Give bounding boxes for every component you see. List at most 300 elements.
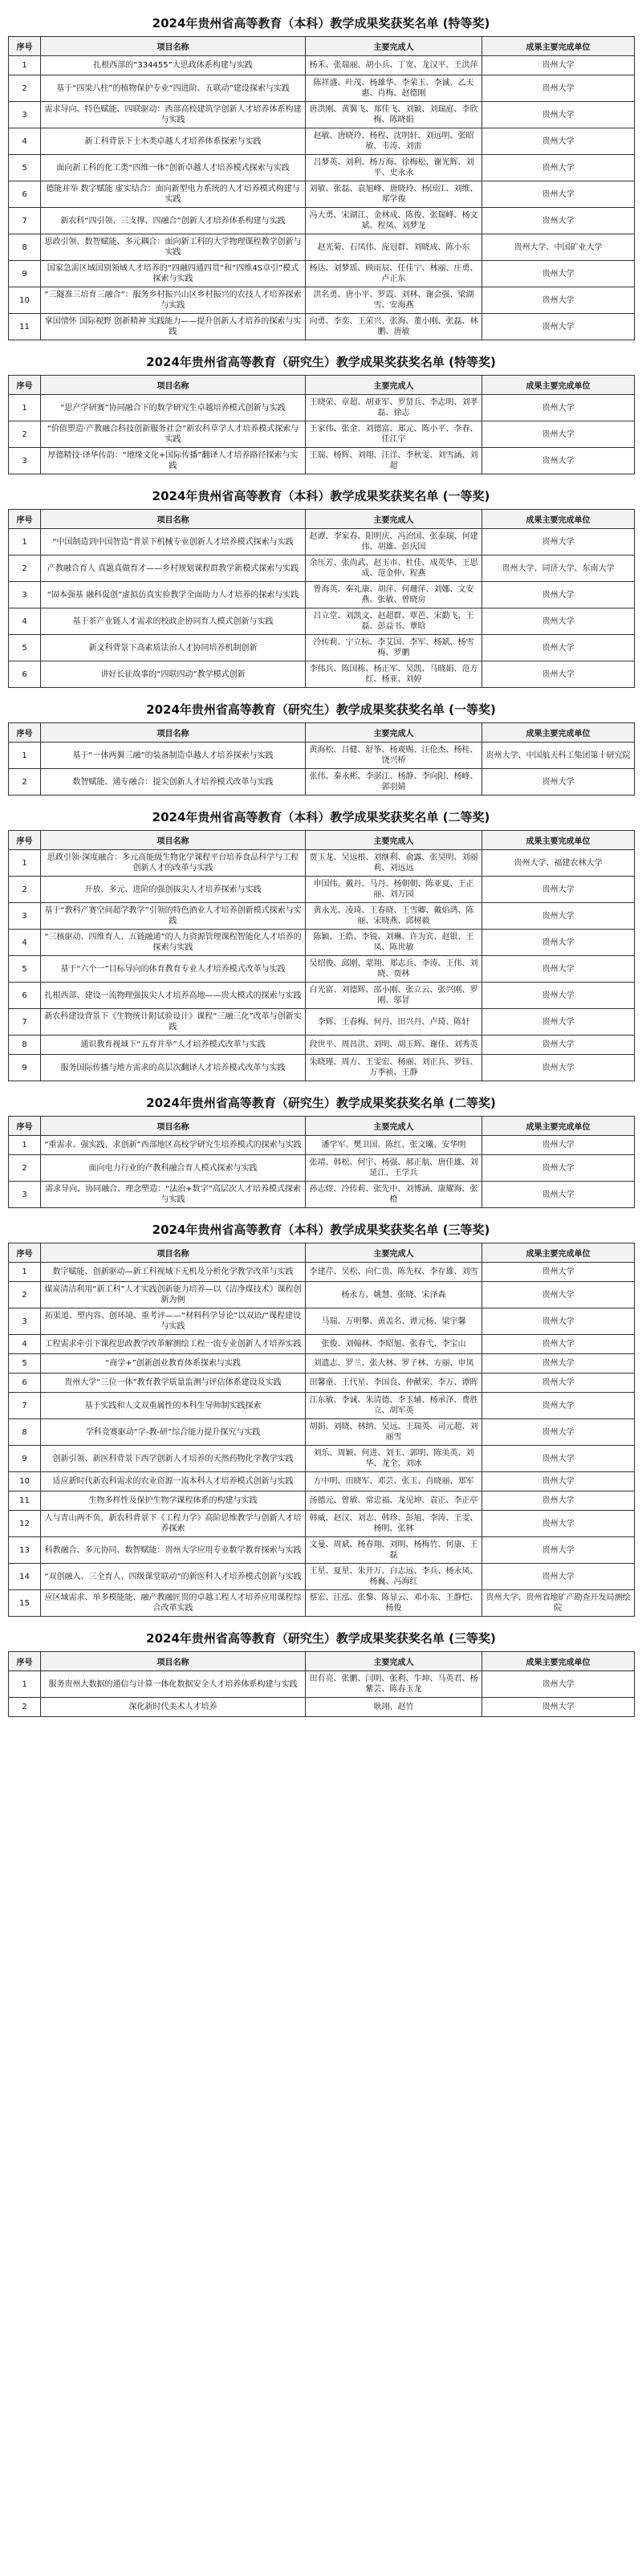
section-title: 2024年贵州省高等教育（本科）教学成果奖获奖名单 (特等奖) (152, 16, 490, 31)
completion-unit: 贵州大学 (482, 1491, 635, 1511)
completion-unit: 贵州大学 (482, 1308, 635, 1335)
completion-unit: 贵州大学、同济大学、东南大学 (482, 555, 635, 582)
row-number: 14 (9, 1564, 41, 1590)
table-row (9, 287, 635, 314)
project-name: “商学+”创新创业教育体系探索与实践 (41, 1354, 306, 1373)
row-number: 13 (9, 1537, 41, 1564)
project-name: 科教融合、多元协同、数智赋能：贵州大学应用专业数学教育探索与实践 (41, 1537, 306, 1564)
header-unit: 成果主要完成单位 (482, 376, 635, 395)
completion-unit: 贵州大学 (482, 1671, 635, 1698)
table-row (9, 1036, 635, 1055)
header-main-people: 主要完成人 (306, 723, 482, 743)
header-project-name: 项目名称 (41, 1652, 306, 1671)
completion-unit: 贵州大学 (482, 56, 635, 75)
project-name: “中国制造到中国智造”背景下机械专业创新人才培养模式探索与实践 (41, 529, 306, 555)
main-people: 刘敏、张磊、袁旭峰、唐晓玲、杨国江、刘维、郑学俊 (306, 181, 482, 208)
row-number: 2 (9, 1698, 41, 1717)
table-row (9, 608, 635, 635)
row-number: 1 (9, 743, 41, 769)
main-people: 赵谭、李家春、阳明庆、冯治国、张泰瑞、何建伟、胡雄、彭庆国 (306, 529, 482, 555)
completion-unit: 贵州大学 (482, 75, 635, 102)
main-people: 王家伟、张金、刘德富、郑元、陈小平、李春、任江宇 (306, 421, 482, 448)
table-header-row (9, 1243, 635, 1263)
main-people: 刘遗志、罗兰、张大林、罗子林、方丽、申凤 (306, 1354, 482, 1373)
main-people: 张俊、刘翰林、李昭旭、张春弋、李宝山 (306, 1335, 482, 1354)
table-row (9, 635, 635, 661)
table-row (9, 529, 635, 555)
row-number: 3 (9, 102, 41, 128)
table-row (9, 75, 635, 102)
row-number: 11 (9, 1491, 41, 1511)
header-no: 序号 (9, 1117, 41, 1136)
award-section (8, 1221, 634, 1617)
header-no: 序号 (9, 376, 41, 395)
table-header-row (9, 376, 635, 395)
main-people: 韩威、赵汉、刘志、韩珍、彭旭、李涛、王雯、杨明、张林 (306, 1511, 482, 1537)
completion-unit: 贵州大学 (482, 1472, 635, 1491)
completion-unit: 贵州大学 (482, 903, 635, 930)
header-unit: 成果主要完成单位 (482, 510, 635, 529)
project-name: “双创融入、三全育人、四级课堂联动”的新医科人才培养模式创新与实践 (41, 1564, 306, 1590)
row-number: 1 (9, 529, 41, 555)
table-header-row (9, 831, 635, 850)
table-row (9, 1446, 635, 1472)
main-people: 唐洪刚、黄翼飞、郑佳飞、刘颖、刘瑞庭、李欣梅、陈晓娟 (306, 102, 482, 128)
table-header-row (9, 37, 635, 56)
table-row (9, 395, 635, 421)
main-people: 杨永方、姚慧、张晓、宋泽森 (306, 1282, 482, 1308)
header-no: 序号 (9, 1652, 41, 1671)
project-name: 基于“六个一”目标导向的体育教育专业人才培养模式改革与实践 (41, 956, 306, 983)
row-number: 1 (9, 1136, 41, 1155)
row-number: 15 (9, 1590, 41, 1617)
table-row (9, 1136, 635, 1155)
table-row (9, 1308, 635, 1335)
project-name: “思产学研赛”协同融合下的数学研究生卓越培养模式创新与实践 (41, 395, 306, 421)
project-name: 服务国际传播与地方需求的高层次翻译人才培养模式改革与实践 (41, 1055, 306, 1081)
row-number: 6 (9, 1373, 41, 1393)
award-section (8, 353, 634, 474)
table-row (9, 1564, 635, 1590)
row-number: 10 (9, 1472, 41, 1491)
completion-unit: 贵州大学 (482, 608, 635, 635)
project-name: 煤炭清洁利用“新工科”人才实践创新能力培养—以《洁净煤技术》课程创新为例 (41, 1282, 306, 1308)
award-table (8, 722, 635, 796)
header-no: 序号 (9, 37, 41, 56)
table-row (9, 1373, 635, 1393)
main-people: 王晓荣、章超、胡亚军、罗贤兵、李志明、刘孝磊、徐志 (306, 395, 482, 421)
row-number: 9 (9, 1446, 41, 1472)
project-name: “三核驱动、四维育人、五链融通”的人力资源管理课程智能化人才培养的探索与实践 (41, 930, 306, 956)
header-project-name: 项目名称 (41, 37, 306, 56)
table-row (9, 56, 635, 75)
completion-unit: 贵州大学 (482, 1282, 635, 1308)
row-number: 1 (9, 850, 41, 877)
header-unit: 成果主要完成单位 (482, 723, 635, 743)
header-main-people: 主要完成人 (306, 1243, 482, 1263)
row-number: 2 (9, 421, 41, 448)
row-number: 2 (9, 555, 41, 582)
award-table (8, 375, 635, 474)
completion-unit: 贵州大学 (482, 1446, 635, 1472)
project-name: 新工科背景下土木类卓越人才培养体系探索与实践 (41, 128, 306, 155)
row-number: 4 (9, 930, 41, 956)
completion-unit: 贵州大学 (482, 208, 635, 234)
section-title: 2024年贵州省高等教育（本科）教学成果奖获奖名单 (二等奖) (152, 810, 490, 824)
completion-unit: 贵州大学 (482, 155, 635, 181)
main-people: 田有亮、张鹏、闫明、张利、牛坤、马英君、杨紫芸、陈春玉龙 (306, 1671, 482, 1698)
row-number: 1 (9, 56, 41, 75)
table-row (9, 850, 635, 877)
header-main-people: 主要完成人 (306, 37, 482, 56)
completion-unit: 贵州大学 (482, 1263, 635, 1282)
table-header-row (9, 1652, 635, 1671)
main-people: 陈祥盛、叶茂、杨雄华、李荣玉、李诚、乙天惠、肖梅、赵德刚 (306, 75, 482, 102)
main-people: 曾海英、秦礼康、胡萍、何珊萍、刘娜、文安燕、张敏、曾晓房 (306, 582, 482, 608)
project-name: 厚德精技·译华传韵：“地缘文化+国际传播”翻译人才培养路径探索与实践 (41, 448, 306, 474)
header-main-people: 主要完成人 (306, 1652, 482, 1671)
table-header-row (9, 723, 635, 743)
project-name: 掌国情怀 国际视野 创新精神 实践能力——提升创新人才培养的探索与实践 (41, 314, 306, 340)
row-number: 6 (9, 983, 41, 1009)
project-name: 基于“四梁八柱”的植物保护专业“四进阶、五联动”建设探索与实践 (41, 75, 306, 102)
project-name: 面向电力行业的产教科融合育人模式探索与实践 (41, 1155, 306, 1182)
table-row (9, 1182, 635, 1208)
project-name: 数字赋能、创新驱动—新工科视域下无机及分析化学教学改革与实践 (41, 1263, 306, 1282)
award-section (8, 808, 634, 1081)
project-name: 开放、多元、进阶的强创拔尖人才培养探索与实践 (41, 877, 306, 903)
completion-unit: 贵州大学 (482, 395, 635, 421)
table-row (9, 1282, 635, 1308)
row-number: 2 (9, 769, 41, 796)
main-people: 白光富、刘德辉、邵小刚、张立云、张兴刚、罗刚、邬冒 (306, 983, 482, 1009)
project-name: 基于“一体两翼三融”的装备制造卓越人才培养探索与实践 (41, 743, 306, 769)
project-name: 学科竞赛驱动“学-教-研”综合能力提升探究与实践 (41, 1419, 306, 1446)
header-no: 序号 (9, 831, 41, 850)
main-people: 田馨童、王代星、李国良、仲献荣、李万、谭晖 (306, 1373, 482, 1393)
table-row (9, 1335, 635, 1354)
main-people: 李辉、王春梅、何丹、田兴丹、卢琦、陈轩 (306, 1009, 482, 1036)
main-people: 申国伟、戴丹、马丹、杨朝朝、陈亚夏、王正丽、刘万园 (306, 877, 482, 903)
completion-unit: 贵州大学 (482, 1354, 635, 1373)
completion-unit: 贵州大学 (482, 261, 635, 287)
main-people: 耿翊、赵竹 (306, 1698, 482, 1717)
table-row (9, 1009, 635, 1036)
completion-unit: 贵州大学 (482, 956, 635, 983)
table-row (9, 1698, 635, 1717)
table-row (9, 155, 635, 181)
header-unit: 成果主要完成单位 (482, 1117, 635, 1136)
completion-unit: 贵州大学 (482, 635, 635, 661)
main-people: 黄海松、吕健、舒筝、杨观赐、汪伦杰、杨桂、饶兴桥 (306, 743, 482, 769)
award-section (8, 1094, 634, 1208)
completion-unit: 贵州大学 (482, 1155, 635, 1182)
award-table (8, 36, 635, 340)
row-number: 1 (9, 395, 41, 421)
row-number: 8 (9, 1036, 41, 1055)
row-number: 3 (9, 1182, 41, 1208)
completion-unit: 贵州大学 (482, 448, 635, 474)
completion-unit: 贵州大学 (482, 930, 635, 956)
award-table (8, 1651, 635, 1717)
table-row (9, 314, 635, 340)
row-number: 12 (9, 1511, 41, 1537)
table-row (9, 1354, 635, 1373)
table-row (9, 956, 635, 983)
completion-unit: 贵州大学 (482, 287, 635, 314)
project-name: 新文科背景下高素质法治人才协同培养机制创新 (41, 635, 306, 661)
project-name: “重需求、强实践、求创新”西部地区高校学研究生培养模式的探索与实践 (41, 1136, 306, 1155)
project-name: 需求导向、协同融合、理念塑造：“法治+数字”高层次人才培养模式探索与实践 (41, 1182, 306, 1208)
completion-unit: 贵州大学 (482, 1564, 635, 1590)
award-table (8, 830, 635, 1081)
completion-unit: 贵州大学 (482, 1182, 635, 1208)
row-number: 8 (9, 234, 41, 261)
completion-unit: 贵州大学 (482, 1393, 635, 1419)
main-people: 赵光菊、石凤伟、庞冠群、刘晓成、陈小东 (306, 234, 482, 261)
header-unit: 成果主要完成单位 (482, 1243, 635, 1263)
award-section (8, 487, 634, 688)
table-row (9, 1263, 635, 1282)
table-row (9, 1472, 635, 1491)
header-no: 序号 (9, 723, 41, 743)
header-project-name: 项目名称 (41, 831, 306, 850)
completion-unit: 贵州大学 (482, 1511, 635, 1537)
table-row (9, 661, 635, 688)
project-name: 创新引领、新医科背景下西学创新人才培养的天然药物化学教学实践 (41, 1446, 306, 1472)
table-row (9, 1671, 635, 1698)
table-row (9, 1155, 635, 1182)
table-row (9, 1419, 635, 1446)
row-number: 9 (9, 1055, 41, 1081)
table-row (9, 903, 635, 930)
main-people: 向勇、李奕、王荣兴、张海、董小刚、张磊、林鹏、唐敏 (306, 314, 482, 340)
row-number: 2 (9, 877, 41, 903)
project-name: “价值塑造·产教融合科技创新服务社会”新农科草学人才培养模式探索与实践 (41, 421, 306, 448)
main-people: 朱晓瑾、周方、王雯宏、杨丽、刘正兵、罗钰、万季祯、王静 (306, 1055, 482, 1081)
completion-unit: 贵州大学、贵州省地矿产勘查开发局测绘院 (482, 1590, 635, 1617)
award-section (8, 701, 634, 796)
main-people: 陈颖、王皓、李锐、刘琳、许为宾、赵银、王凤、陈世敏 (306, 930, 482, 956)
section-title: 2024年贵州省高等教育（研究生）教学成果奖获奖名单 (三等奖) (146, 1631, 496, 1646)
row-number: 5 (9, 956, 41, 983)
main-people: 贾玉龙、吴远根、刘继利、俞露、张昊明、刘丽莉、刘远远 (306, 850, 482, 877)
row-number: 8 (9, 1419, 41, 1446)
main-people: 段世平、周昌洪、刘明、胡玉辉、谢佳、刘秀英 (306, 1036, 482, 1055)
table-row (9, 261, 635, 287)
main-people: 杨达、刘梦瑶、顾雨辰、任佳宁、林丽、庄勇、卢正东 (306, 261, 482, 287)
header-project-name: 项目名称 (41, 376, 306, 395)
main-people: 冷传莉、宁立标、李艾国、李军、杨斌、杨雪梅、罗鹏 (306, 635, 482, 661)
main-people: 王星、夏星、朱开万、白志远、李兵、杨永凤、杨巍、冯海红 (306, 1564, 482, 1590)
section-title: 2024年贵州省高等教育（研究生）教学成果奖获奖名单 (一等奖) (146, 702, 496, 717)
main-people: 马瑞、万明攀、黄盖名、谭元杨、梁宇馨 (306, 1308, 482, 1335)
table-row (9, 877, 635, 903)
main-people: 方中明、田晓军、邓芸、张玉、肖晓丽、郑军 (306, 1472, 482, 1491)
main-people: 吕梦英、刘利、杨万海、徐梅松、谢光辉、刘平、史永永 (306, 155, 482, 181)
main-people: 蔡宏、汪泓、张黎、陈显云、邓小东、王静恺、杨俊 (306, 1590, 482, 1617)
table-row (9, 743, 635, 769)
row-number: 7 (9, 208, 41, 234)
row-number: 2 (9, 1155, 41, 1182)
row-number: 3 (9, 1308, 41, 1335)
completion-unit: 贵州大学 (482, 661, 635, 688)
row-number: 2 (9, 75, 41, 102)
project-name: 新农科建设背景下《生物统计附试验设计》课程“三融三化”改革与创新实践 (41, 1009, 306, 1036)
completion-unit: 贵州大学 (482, 1036, 635, 1055)
completion-unit: 贵州大学 (482, 314, 635, 340)
project-name: 基于实践和人文双重属性的本科生导师制实践探索 (41, 1393, 306, 1419)
row-number: 3 (9, 903, 41, 930)
header-project-name: 项目名称 (41, 510, 306, 529)
award-section (8, 1630, 634, 1717)
project-name: 产教融合育人 真题真做育才——乡村规划课程群教学新模式探索与实践 (41, 555, 306, 582)
row-number: 1 (9, 1671, 41, 1698)
project-name: 工程需求牵引下课程思政教学改革解测绘工程一流专业创新人才培养实践 (41, 1335, 306, 1354)
project-name: 扎根西部的“334455”大思政体系构建与实践 (41, 56, 306, 75)
main-people: 孙志煜、冷传莉、张先中、刘博涵、康耀海、张橙 (306, 1182, 482, 1208)
project-name: 基于“教科产赛空间超学教学”引领的特色酒业人才培养创新模式探索与实践 (41, 903, 306, 930)
table-header-row (9, 510, 635, 529)
row-number: 10 (9, 287, 41, 314)
completion-unit: 贵州大学 (482, 1419, 635, 1446)
main-people: 刘乐、周颖、何进、刘玉、郭明、陈美英、刘华、龙全、刘冰 (306, 1446, 482, 1472)
table-row (9, 421, 635, 448)
header-main-people: 主要完成人 (306, 376, 482, 395)
award-table (8, 1116, 635, 1208)
completion-unit: 贵州大学、中国航天科工集团第十研究院 (482, 743, 635, 769)
award-table (8, 509, 635, 688)
header-main-people: 主要完成人 (306, 510, 482, 529)
project-name: 需求导向、特色赋能、四联驱动：西部高校建筑学创新人才培养体系构建与实践 (41, 102, 306, 128)
project-name: “三隧准三培育三融合”：服务乡村振兴山区乡村振兴的农技人才培养探索与实践 (41, 287, 306, 314)
completion-unit: 贵州大学 (482, 1136, 635, 1155)
row-number: 7 (9, 1393, 41, 1419)
project-name: 服务贵州大数据的通信与计算一体化数据安全人才培养体系构建与实践 (41, 1671, 306, 1698)
completion-unit: 贵州大学、中国矿业大学 (482, 234, 635, 261)
row-number: 4 (9, 128, 41, 155)
section-title: 2024年贵州省高等教育（本科）教学成果奖获奖名单 (三等奖) (152, 1223, 490, 1237)
document (8, 0, 634, 1738)
row-number: 11 (9, 314, 41, 340)
table-row (9, 208, 635, 234)
main-people: 吕立堂、刘凯文、赵超群、覃芭、宋勤飞、王磊、彭益书、蕈晗 (306, 608, 482, 635)
table-row (9, 1491, 635, 1511)
project-name: 应区域需求、单多模能能、融产教融匠贵的卓越工程人才培养应用课程综合改革实践 (41, 1590, 306, 1617)
project-name: 扎根西部、建设一流物理强拔尖人才培养高地——贵大模式的探索与实践 (41, 983, 306, 1009)
table-header-row (9, 1117, 635, 1136)
row-number: 3 (9, 582, 41, 608)
main-people: 黄永光、凌琦、王春晓、王雪卿、戴焰鸿、陈丽、宋晓燕、邱树毅 (306, 903, 482, 930)
project-name: 基于茶产业链人才需求的校政企协同育人模式创新与实践 (41, 608, 306, 635)
header-no: 序号 (9, 510, 41, 529)
main-people: 胡娟、刘晓、林纳、吴远、王瑞英、司元超、刘丽雪 (306, 1419, 482, 1446)
main-people: 赵敏、唐晓玲、杨程、沈明轩、刘远明、张昭敏、韦涛、刘雷 (306, 128, 482, 155)
main-people: 江东敏、李诚、朱清德、李玉辅、杨承泽、费胜立、胡军英 (306, 1393, 482, 1419)
project-name: 讲好长征故事的“四联四动”教学模式创新 (41, 661, 306, 688)
header-no: 序号 (9, 1243, 41, 1263)
project-name: 拓渠道、塑内容、创环境、重考评——“材料科学导论”以双语/“课程建设与实践 (41, 1308, 306, 1335)
project-name: 人与青山两不负，新农科背景下《工程力学》高阶思维教学与创新人才培养探索 (41, 1511, 306, 1537)
table-row (9, 128, 635, 155)
table-row (9, 555, 635, 582)
project-name: 适应新时代新农科需求的农业资源一流本科人才培养模式创新与实践 (41, 1472, 306, 1491)
main-people: 张伟、秦永彬、李湛江、杨静、李向阳、杨峰、郭羽婧 (306, 769, 482, 796)
table-row (9, 1590, 635, 1617)
main-people: 汤德元、曾敏、常忠福、龙见坤、袁正、李正亭 (306, 1491, 482, 1511)
section-title: 2024年贵州省高等教育（研究生）教学成果奖获奖名单 (二等奖) (146, 1096, 496, 1110)
completion-unit: 贵州大学 (482, 1373, 635, 1393)
row-number: 4 (9, 608, 41, 635)
completion-unit: 贵州大学 (482, 769, 635, 796)
main-people: 余压芳、张尚武、赵玉市、杜佳、成英华、王思成、范金仲、程燕 (306, 555, 482, 582)
header-project-name: 项目名称 (41, 723, 306, 743)
completion-unit: 贵州大学 (482, 1009, 635, 1036)
completion-unit: 贵州大学 (482, 983, 635, 1009)
main-people: 张靖、韩松、何宇、杨强、郝正航、唐佳雄、刘延江、王学兵 (306, 1155, 482, 1182)
main-people: 李建芹、吴松、向仁贵、陈先权、李存雄、刘雪 (306, 1263, 482, 1282)
completion-unit: 贵州大学 (482, 582, 635, 608)
completion-unit: 贵州大学 (482, 1698, 635, 1717)
table-row (9, 582, 635, 608)
table-row (9, 234, 635, 261)
completion-unit: 贵州大学 (482, 421, 635, 448)
main-people: 王瑞、杨辉、刘翔、汪洋、李秋雯、刘雪涵、刘超 (306, 448, 482, 474)
completion-unit: 贵州大学 (482, 181, 635, 208)
project-name: 数智赋能、通专融合：提尖创新人才培养模式改革与实践 (41, 769, 306, 796)
completion-unit: 贵州大学 (482, 128, 635, 155)
project-name: 思政引领·深度融合：多元高能级生物化学课程平台培养食品科学与工程创新人才的改革与实践 (41, 850, 306, 877)
row-number: 5 (9, 1354, 41, 1373)
project-name: “固本强基 融科促创”虚拟仿真实验教学全面助力人才培养的探索与实践 (41, 582, 306, 608)
table-row (9, 983, 635, 1009)
project-name: 新农科“四引领、三支撑、四融合”创新人才培养体系构建与实践 (41, 208, 306, 234)
table-row (9, 930, 635, 956)
section-title: 2024年贵州省高等教育（研究生）教学成果奖获奖名单 (特等奖) (146, 355, 496, 369)
table-row (9, 769, 635, 796)
main-people: 洪名勇、唐小平、罗霞、刘林、谢会强、梁湖雪、安海燕 (306, 287, 482, 314)
row-number: 6 (9, 181, 41, 208)
completion-unit: 贵州大学 (482, 529, 635, 555)
header-unit: 成果主要完成单位 (482, 831, 635, 850)
table-row (9, 1537, 635, 1564)
award-section (8, 14, 634, 340)
row-number: 1 (9, 1263, 41, 1282)
completion-unit: 贵州大学 (482, 1055, 635, 1081)
header-main-people: 主要完成人 (306, 1117, 482, 1136)
project-name: 深化新时代美术人才培养 (41, 1698, 306, 1717)
project-name: 思政引领、数智赋能、多元耦合：面向新工科的大学物理课程教学创新与实践 (41, 234, 306, 261)
project-name: 通识教育视域下“五育并举”人才培养模式改革与实践 (41, 1036, 306, 1055)
table-row (9, 1511, 635, 1537)
completion-unit: 贵州大学 (482, 877, 635, 903)
table-row (9, 1055, 635, 1081)
header-project-name: 项目名称 (41, 1117, 306, 1136)
completion-unit: 贵州大学 (482, 1537, 635, 1564)
header-project-name: 项目名称 (41, 1243, 306, 1263)
main-people: 吴绍俊、邱刚、蒙翔、郑志兵、李涛、王伟、刘晓、贾林 (306, 956, 482, 983)
table-row (9, 181, 635, 208)
header-unit: 成果主要完成单位 (482, 1652, 635, 1671)
project-name: 生物多样性及保护生物学课程体系的构建与实践 (41, 1491, 306, 1511)
row-number: 3 (9, 448, 41, 474)
row-number: 5 (9, 155, 41, 181)
row-number: 7 (9, 1009, 41, 1036)
main-people: 文曼、周斌、杨春翔、刘明、杨梅竹、何康、王磊 (306, 1537, 482, 1564)
row-number: 5 (9, 635, 41, 661)
table-row (9, 1393, 635, 1419)
row-number: 4 (9, 1335, 41, 1354)
